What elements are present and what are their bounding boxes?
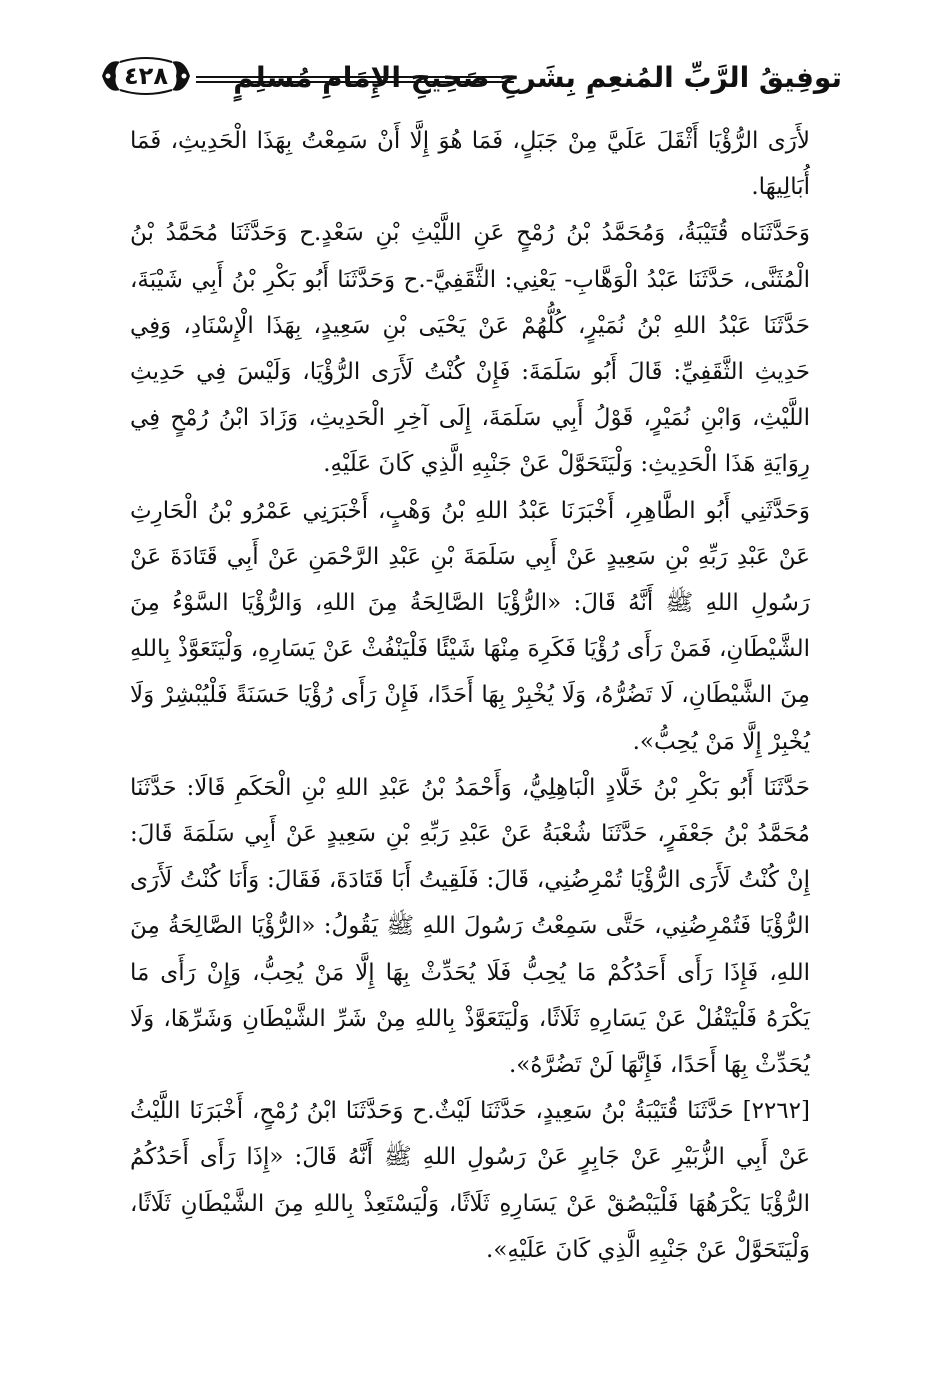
paragraph: حَدَّثَنَا أَبُو بَكْرِ بْنُ خَلَّادٍ الْبَاهِلِيُّ، وَأَحْمَدُ بْنُ عَبْدِ اللهِ بْنِ الْحَكَمِ قَالَا: حَدَّثَنَا مُحَمَّدُ بْنُ جَعْفَرٍ، حَدَّثَنَا شُعْبَةُ عَنْ عَبْدِ رَبِّهِ بْنِ سَعِيدٍ عَنْ أَبِي سَلَمَةَ قَالَ: إِنْ كُنْتُ لَأَرَى الرُّؤْيَا تُمْرِضُنِي، قَالَ: فَلَقِيتُ أَبَا قَتَادَةَ، فَقَالَ: وَأَنَا كُنْتُ لَأَرَى الرُّؤْيَا فَتُمْرِضُنِي، حَتَّى سَمِعْتُ رَسُولَ اللهِ ﷺ يَقُولُ: «الرُّؤْيَا الصَّالِحَةُ مِنَ اللهِ، فَإِذَا رَأَى أَحَدُكُمْ مَا يُحِبُّ فَلَا يُحَدِّثْ بِهَا إِلَّا مَنْ يُحِبُّ، وَإِنْ رَأَى مَا يَكْرَهُ فَلْيَتْفُلْ عَنْ يَسَارِهِ ثَلَاثًا، وَلْيَتَعَوَّذْ بِاللهِ مِنْ شَرِّ الشَّيْطَانِ وَشَرِّهَا، وَلَا يُحَدِّثْ بِهَا أَحَدًا، فَإِنَّهَا لَنْ تَضُرَّهُ». — [130, 774, 810, 1079]
page-number-badge — [98, 52, 194, 100]
page-header — [96, 46, 848, 112]
hadith-text-body — [130, 118, 810, 1273]
paragraph: [٢٢٦٢] حَدَّثَنَا قُتَيْبَةُ بْنُ سَعِيدٍ، حَدَّثَنَا لَيْثٌ.ح وَحَدَّثَنَا ابْنُ رُمْحٍ، أَخْبَرَنَا اللَّيْثُ عَنْ أَبِي الزُّبَيْرِ عَنْ جَابِرٍ عَنْ رَسُولِ اللهِ ﷺ أَنَّهُ قَالَ: «إِذَا رَأَى أَحَدُكُمُ الرُّؤْيَا يَكْرَهُهَا فَلْيَبْصُقْ عَنْ يَسَارِهِ ثَلَاثًا، وَلْيَسْتَعِذْ بِاللهِ مِنَ الشَّيْطَانِ ثَلَاثًا، وَلْيَتَحَوَّلْ عَنْ جَنْبِهِ الَّذِي كَانَ عَلَيْهِ». — [130, 1098, 810, 1263]
paragraph: وَحَدَّثَنَاه قُتَيْبَةُ، وَمُحَمَّدُ بْنُ رُمْحٍ عَنِ اللَّيْثِ بْنِ سَعْدٍ.ح وَحَدَّثَنَا مُحَمَّدُ بْنُ الْمُثَنَّى، حَدَّثَنَا عَبْدُ الْوَهَّابِ- يَعْنِي: الثَّقَفِيَّ-.ح وَحَدَّثَنَا أَبُو بَكْرِ بْنُ أَبِي شَيْبَةَ، حَدَّثَنَا عَبْدُ اللهِ بْنُ نُمَيْرٍ، كُلُّهُمْ عَنْ يَحْيَى بْنِ سَعِيدٍ، بِهَذَا الْإِسْنَادِ، وَفِي حَدِيثِ الثَّقَفِيِّ: قَالَ أَبُو سَلَمَةَ: فَإِنْ كُنْتُ لَأَرَى الرُّؤْيَا، وَلَيْسَ فِي حَدِيثِ اللَّيْثِ، وَابْنِ نُمَيْرٍ، قَوْلُ أَبِي سَلَمَةَ، إِلَى آخِرِ الْحَدِيثِ، وَزَادَ ابْنُ رُمْحٍ فِي رِوَايَةِ هَذَا الْحَدِيثِ: وَلْيَتَحَوَّلْ عَنْ جَنْبِهِ الَّذِي كَانَ عَلَيْهِ. — [130, 220, 810, 478]
book-title: توفِيقُ الرَّبِّ المُنعِمِ بِشَرحِ صَحِيحِ الإِمَامِ مُسلِمٍ — [233, 61, 842, 94]
page-number: ٤٢٨ — [124, 62, 168, 90]
paragraph: لأَرَى الرُّؤْيَا أَثْقَلَ عَلَيَّ مِنْ جَبَلٍ، فَمَا هُوَ إِلَّا أَنْ سَمِعْتُ بِهَذَا الْحَدِيثِ، فَمَا أُبَالِيهَا. — [130, 128, 810, 201]
paragraph: وَحَدَّثَنِي أَبُو الطَّاهِرِ، أَخْبَرَنَا عَبْدُ اللهِ بْنُ وَهْبٍ، أَخْبَرَنِي عَمْرُو بْنُ الْحَارِثِ عَنْ عَبْدِ رَبِّهِ بْنِ سَعِيدٍ عَنْ أَبِي سَلَمَةَ بْنِ عَبْدِ الرَّحْمَنِ عَنْ أَبِي قَتَادَةَ عَنْ رَسُولِ اللهِ ﷺ أَنَّهُ قَالَ: «الرُّؤْيَا الصَّالِحَةُ مِنَ اللهِ، وَالرُّؤْيَا السَّوْءُ مِنَ الشَّيْطَانِ، فَمَنْ رَأَى رُؤْيَا فَكَرِهَ مِنْهَا شَيْئًا فَلْيَنْفُثْ عَنْ يَسَارِهِ، وَلْيَتَعَوَّذْ بِاللهِ مِنَ الشَّيْطَانِ، لَا تَضُرُّهُ، وَلَا يُخْبِرْ بِهَا أَحَدًا، فَإِنْ رَأَى رُؤْيَا حَسَنَةً فَلْيُبْشِرْ وَلَا يُخْبِرْ إِلَّا مَنْ يُحِبُّ». — [130, 497, 810, 755]
